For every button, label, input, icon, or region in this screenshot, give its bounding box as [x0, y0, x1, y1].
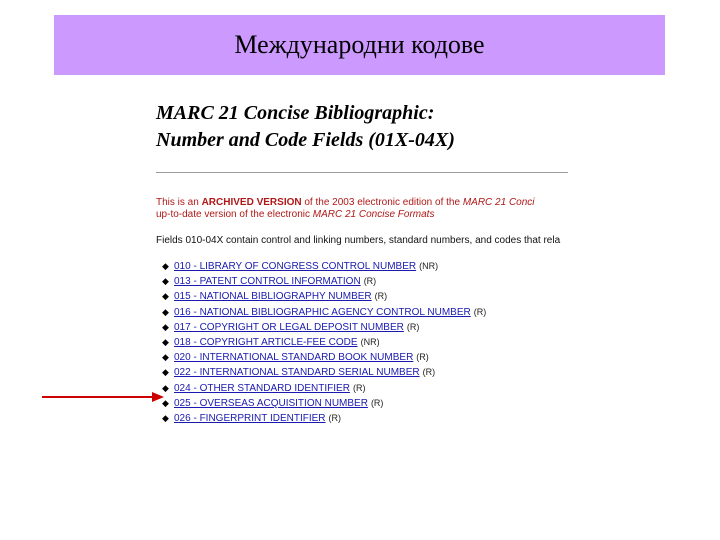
field-repeatability-code: (R): [374, 291, 388, 302]
horizontal-rule: [156, 172, 568, 173]
field-repeatability-code: (NR): [360, 336, 380, 347]
field-link[interactable]: 017 - COPYRIGHT OR LEGAL DEPOSIT NUMBER: [174, 321, 404, 333]
field-list: [156, 259, 576, 426]
field-repeatability-code: (R): [422, 367, 436, 378]
notice-archived-label: ARCHIVED VERSION: [201, 197, 302, 208]
field-link[interactable]: 018 - COPYRIGHT ARTICLE-FEE CODE: [174, 336, 358, 348]
field-list-item: [162, 350, 576, 365]
field-link[interactable]: 010 - LIBRARY OF CONGRESS CONTROL NUMBER: [174, 261, 417, 272]
archived-notice: [156, 197, 576, 221]
field-repeatability-code: (R): [370, 397, 384, 408]
field-repeatability-code: (R): [352, 382, 366, 393]
notice-link-concise-formats[interactable]: MARC 21 Concise Formats: [312, 209, 435, 220]
notice-link-concise[interactable]: MARC 21 Conci: [462, 197, 535, 208]
field-repeatability-code: (R): [328, 412, 342, 423]
arrow-right-icon: [42, 391, 166, 403]
bullet-icon: ◆: [162, 291, 169, 302]
bullet-icon: ◆: [162, 352, 169, 363]
notice-middle: of the 2003 electronic edition of the: [301, 197, 463, 208]
document-title-line-1: MARC 21 Concise Bibliographic:: [156, 102, 435, 124]
field-repeatability-code: (R): [363, 276, 377, 287]
bullet-icon: ◆: [162, 261, 169, 271]
bullet-icon: ◆: [162, 412, 169, 423]
field-repeatability-code: (R): [473, 306, 487, 317]
slide-title-banner: [54, 15, 665, 75]
field-list-item: [162, 396, 576, 411]
field-link[interactable]: 026 - FINGERPRINT IDENTIFIER: [174, 412, 326, 424]
document-title: [156, 100, 576, 154]
field-link[interactable]: 025 - OVERSEAS ACQUISITION NUMBER: [174, 397, 368, 409]
intro-text: Fields 010-04X contain control and linking numbers, standard numbers, and codes that rela: [156, 235, 561, 246]
notice-line-1: [156, 197, 576, 209]
field-list-item: [162, 411, 576, 426]
bullet-icon: ◆: [162, 397, 169, 408]
bullet-icon: ◆: [162, 321, 169, 332]
field-link[interactable]: 022 - INTERNATIONAL STANDARD SERIAL NUMBER: [174, 367, 420, 379]
field-repeatability-code: (NR): [419, 261, 439, 271]
field-link[interactable]: 016 - NATIONAL BIBLIOGRAPHIC AGENCY CONTROL NUMBER: [174, 306, 471, 318]
field-list-item: [162, 365, 576, 380]
field-link[interactable]: 020 - INTERNATIONAL STANDARD BOOK NUMBER: [174, 352, 414, 364]
notice-line2-prefix: up-to-date version of the electronic: [156, 209, 313, 220]
field-repeatability-code: (R): [406, 321, 420, 332]
field-repeatability-code: (R): [416, 352, 429, 363]
field-list-item: [162, 320, 576, 335]
field-link[interactable]: 013 - PATENT CONTROL INFORMATION: [174, 276, 361, 288]
field-list-item: [162, 259, 576, 274]
slide-title: Международни кодове: [234, 30, 485, 59]
bullet-icon: ◆: [162, 367, 169, 378]
notice-line-2: [156, 209, 576, 221]
field-list-item: [162, 305, 576, 320]
field-link[interactable]: 024 - OTHER STANDARD IDENTIFIER: [174, 382, 350, 394]
bullet-icon: ◆: [162, 382, 169, 393]
field-link[interactable]: 015 - NATIONAL BIBLIOGRAPHY NUMBER: [174, 291, 372, 303]
field-list-item: [162, 335, 576, 350]
field-list-item: [162, 289, 576, 304]
field-list-item: [162, 274, 576, 289]
notice-prefix: This is an: [156, 197, 202, 208]
document-title-line-2: Number and Code Fields (01X-04X): [156, 129, 455, 151]
document-screenshot: [156, 100, 576, 426]
bullet-icon: ◆: [162, 336, 169, 347]
field-list-item: [162, 381, 576, 396]
bullet-icon: ◆: [162, 276, 169, 287]
bullet-icon: ◆: [162, 306, 169, 317]
